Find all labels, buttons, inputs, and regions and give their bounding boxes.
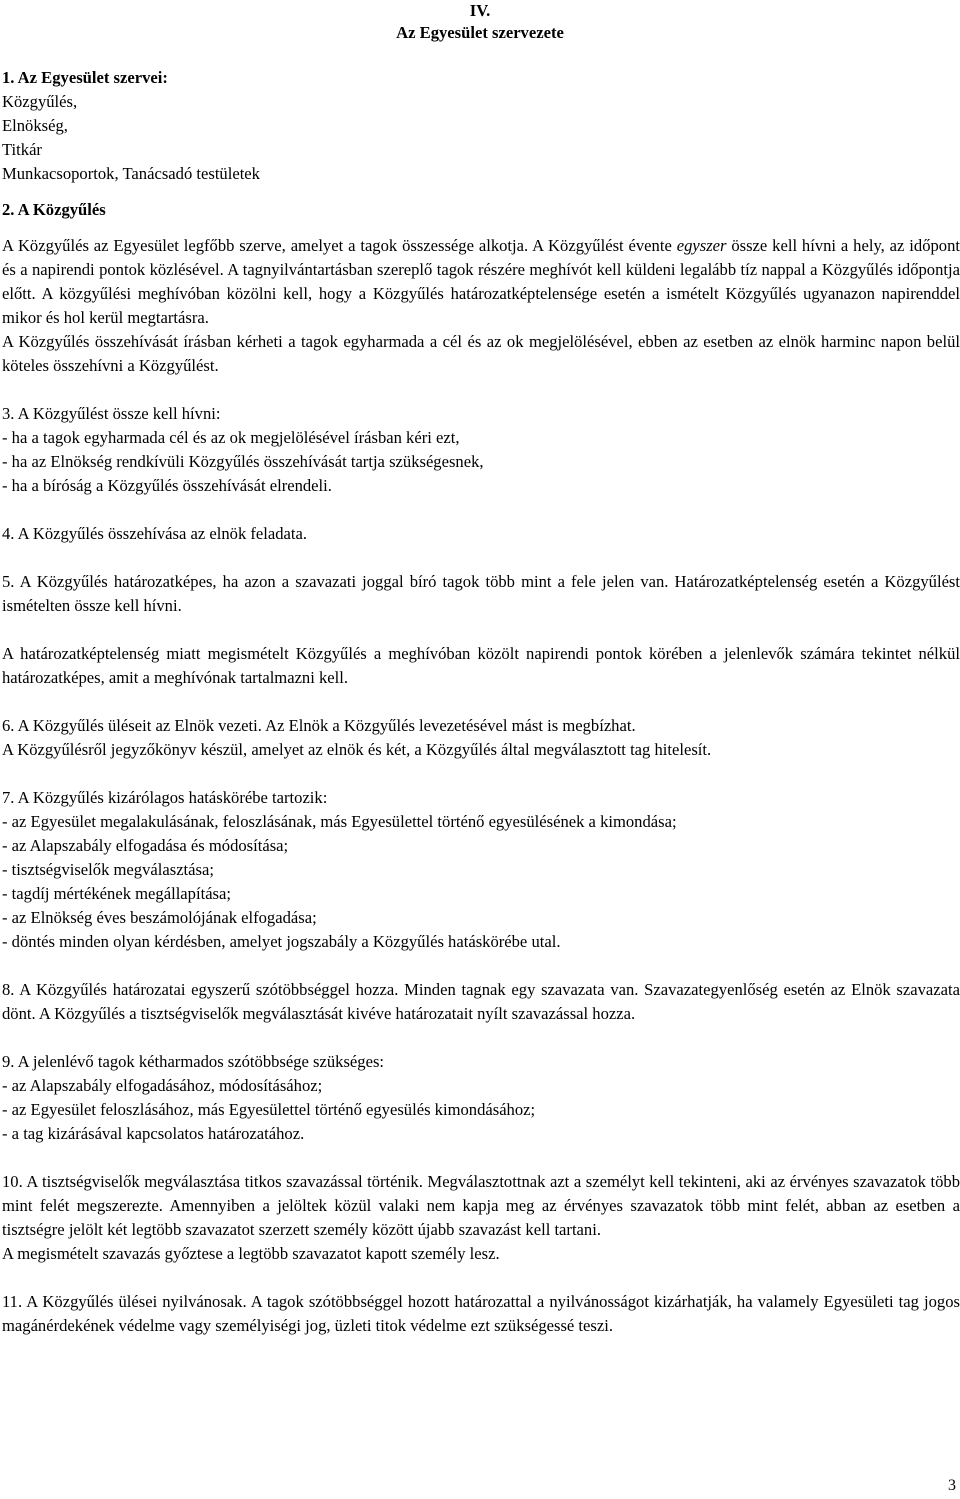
organ-list-item: Titkár (2, 140, 42, 159)
section-3-list-item: - ha az Elnökség rendkívüli Közgyűlés összehívását tartja szükségesnek, (2, 452, 484, 471)
section-9-list-item: - az Alapszabály elfogadásához, módosításához; (2, 1076, 323, 1095)
chapter-number: IV. (469, 1, 491, 20)
section-2-paragraph-2: A Közgyűlés összehívását írásban kérheti a tagok egyharmada a cél és az ok megjelölésével, ebben az esetben az elnök harminc napon belül köteles összehívni a Közgyűlést. (2, 332, 960, 375)
section-7-list-item: - tagdíj mértékének megállapítása; (2, 884, 231, 903)
organ-list-item: Elnökség, (2, 116, 68, 135)
section-5-paragraph-2: A határozatképtelenség miatt megismételt Közgyűlés a meghívóban közölt napirendi pontok körében a jelenlevők számára tekintet nélkül határozatképes, amit a meghívónak tartalmazni kell. (2, 644, 960, 687)
section-3-intro: 3. A Közgyűlést össze kell hívni: (2, 404, 221, 423)
section-6-line-1: 6. A Közgyűlés üléseit az Elnök vezeti. Az Elnök a Közgyűlés levezetésével mást is megbízhat. (2, 716, 636, 735)
section-7-list-item: - döntés minden olyan kérdésben, amelyet jogszabály a Közgyűlés hatáskörébe utal. (2, 932, 561, 951)
section-6-line-2: A Közgyűlésről jegyzőkönyv készül, amelyet az elnök és két, a Közgyűlés által megválasztott tag hitelesít. (2, 740, 712, 759)
organ-list-item: Közgyűlés, (2, 92, 78, 111)
section-2-paragraph-1: A Közgyűlés az Egyesület legfőbb szerve, amelyet a tagok összessége alkotja. A Közgyűlést évente egyszer össze kell hívni a hely, az időpont és a napirendi pontok közlésével. A tagnyilvántartásban szereplő tagok részére meghívót kell küldeni legalább tíz nappal a Közgyűlés időpontja előtt. A közgyűlési meghívóban közölni kell, hogy a Közgyűlés határozatképtelensége esetén a ismételt Közgyűlés ugyanazon napirenddel mikor és hol kerül megtartásra. (2, 236, 960, 327)
emphasis-text: egyszer (676, 236, 727, 255)
chapter-header (0, 0, 960, 44)
section-10-paragraph-2: A megismételt szavazás győztese a legtöbb szavazatot kapott személy lesz. (2, 1244, 500, 1263)
section-4-text: 4. A Közgyűlés összehívása az elnök feladata. (2, 524, 308, 543)
section-11-paragraph: 11. A Közgyűlés ülései nyilvánosak. A tagok szótöbbséggel hozott határozattal a nyilvánosságot kizárhatják, ha valamely Egyesületi tag jogos magánérdekének védelme vagy személyiségi jog, üzleti titok védelme ezt szükségessé teszi. (2, 1292, 960, 1335)
section-9-intro: 9. A jelenlévő tagok kétharmados szótöbbsége szükséges: (2, 1052, 385, 1071)
page-number: 3 (948, 1477, 956, 1494)
section-7-list-item: - tisztségviselők megválasztása; (2, 860, 214, 879)
section-7-intro: 7. A Közgyűlés kizárólagos hatáskörébe tartozik: (2, 788, 328, 807)
document-body (2, 66, 960, 1338)
organ-list-item: Munkacsoportok, Tanácsadó testületek (2, 164, 260, 183)
section-2-heading: 2. A Közgyűlés (2, 200, 106, 219)
section-5-paragraph-1: 5. A Közgyűlés határozatképes, ha azon a szavazati joggal bíró tagok több mint a fele jelen van. Határozatképtelenség esetén a Közgyűlést ismételten össze kell hívni. (2, 572, 960, 615)
section-7-list-item: - az Egyesület megalakulásának, feloszlásának, más Egyesülettel történő egyesülésének a kimondása; (2, 812, 677, 831)
section-1-heading: 1. Az Egyesület szervei: (2, 68, 168, 87)
section-3-list-item: - ha a tagok egyharmada cél és az ok megjelölésével írásban kéri ezt, (2, 428, 460, 447)
section-10-paragraph-1: 10. A tisztségviselők megválasztása titkos szavazással történik. Megválasztottnak azt a személyt kell tekinteni, aki az érvényes szavazatok több mint felét megszerezte. Amennyiben a jelöltek közül valaki nem kapja meg az érvényes szavazatok több mint felét, abban az esetben a tisztségre jelölt két legtöbb szavazatot szerzett személy között újabb szavazást kell tartani. (2, 1172, 960, 1239)
section-8-paragraph: 8. A Közgyűlés határozatai egyszerű szótöbbséggel hozza. Minden tagnak egy szavazata van. Szavazategyenlőség esetén az Elnök szavazata dönt. A Közgyűlés a tisztségviselők megválasztását kivéve határozatait nyílt szavazással hozza. (2, 980, 960, 1023)
section-9-list-item: - a tag kizárásával kapcsolatos határozatához. (2, 1124, 305, 1143)
section-7-list-item: - az Elnökség éves beszámolójának elfogadása; (2, 908, 317, 927)
section-3-list-item: - ha a bíróság a Közgyűlés összehívását elrendeli. (2, 476, 332, 495)
section-7-list-item: - az Alapszabály elfogadása és módosítása; (2, 836, 289, 855)
chapter-title: Az Egyesület szervezete (396, 23, 564, 42)
section-9-list-item: - az Egyesület feloszlásához, más Egyesülettel történő egyesülés kimondásához; (2, 1100, 536, 1119)
